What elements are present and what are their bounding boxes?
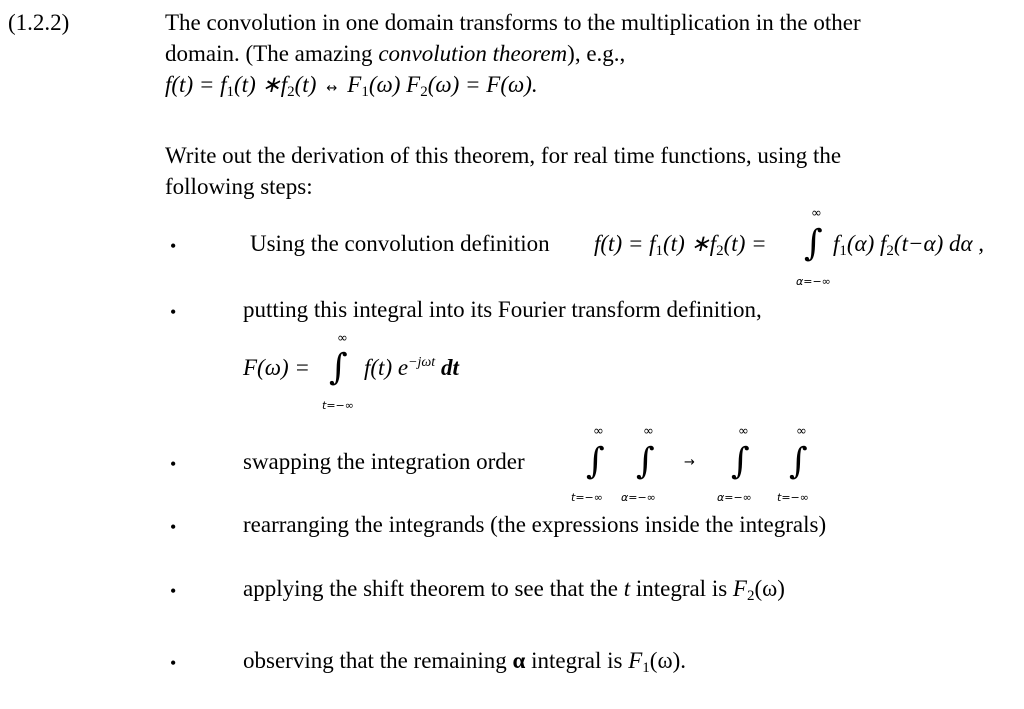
task-line-2: following steps: <box>165 174 313 199</box>
s1-ic: (t−α) dα , <box>893 231 985 256</box>
s6-F-arg: (ω). <box>649 648 687 673</box>
eq1-F2-arg: (ω) = F(ω). <box>427 72 538 97</box>
integral-icon: ∫ <box>329 347 348 388</box>
bullet-2: • <box>170 302 177 322</box>
s5-pre: applying the shift theorem to see that the <box>243 576 624 601</box>
s6-F-sub: 1 <box>642 660 650 676</box>
swap-int-4-upper: ∞ <box>796 424 807 439</box>
bullet-5: • <box>170 581 177 601</box>
eq1-lhs: f(t) = f <box>165 72 227 97</box>
step-2-int-upper: ∞ <box>337 331 348 346</box>
bullet-1: • <box>170 236 177 256</box>
s2-integrand: f(t) e <box>364 355 409 380</box>
eq1-sub-1: 1 <box>226 84 235 100</box>
eq1-star: (t) ∗f <box>234 72 288 97</box>
task-line-1: Write out the derivation of this theorem, for real time functions, using the <box>165 143 842 168</box>
s1-ia-sub: 1 <box>839 243 847 259</box>
fourier-integrand <box>364 353 459 383</box>
s1-mid: (t) ∗f <box>663 231 717 256</box>
s1-ib-sub: 2 <box>886 243 894 259</box>
s1-lhs: f(t) = f <box>594 231 656 256</box>
eq1-F1: F <box>347 72 362 97</box>
double-arrow-icon: ↔ <box>326 81 338 96</box>
eq1-sub-2: 2 <box>287 84 295 100</box>
bullet-3: • <box>170 454 177 474</box>
step-2-text: putting this integral into its Fourier transform definition, <box>243 297 762 322</box>
swap-int-1-lower: t=−∞ <box>571 491 603 504</box>
s2-dt: dt <box>435 355 459 380</box>
eq1-F1-arg: (ω) F <box>368 72 421 97</box>
s1-sub2: 2 <box>716 243 724 259</box>
swap-int-2-lower: α=−∞ <box>621 491 656 504</box>
swap-int-1-upper: ∞ <box>593 424 604 439</box>
s5-F-sub: 2 <box>746 588 755 604</box>
integral-icon: ∫ <box>804 223 823 264</box>
s6-post: integral is <box>525 648 629 673</box>
convolution-theorem-emphasis: convolution theorem <box>378 41 568 66</box>
section-number: (1.2.2) <box>8 10 70 35</box>
step-4-text: rearranging the integrands (the expressions inside the integrals) <box>243 512 827 537</box>
step-1-integrand <box>833 229 984 259</box>
intro-line-1: The convolution in one domain transforms to the multiplication in the other <box>165 10 861 35</box>
s6-alpha: α <box>512 648 526 673</box>
s5-F-arg: (ω) <box>754 576 785 601</box>
s1-ia: f <box>833 231 840 256</box>
swap-int-4-lower: t=−∞ <box>777 491 809 504</box>
eq1-F2-sub: 2 <box>420 84 428 100</box>
step-1-int-lower: α=−∞ <box>796 275 831 288</box>
s1-ib: (α) f <box>846 231 887 256</box>
step-1-int-upper: ∞ <box>811 206 822 221</box>
swap-int-3-lower: α=−∞ <box>717 491 752 504</box>
intro-line-2 <box>165 39 625 69</box>
s1-sub1: 1 <box>655 243 664 259</box>
s5-post: integral is <box>630 576 733 601</box>
step-6-text <box>243 646 686 676</box>
step-5-text <box>243 574 785 604</box>
s6-pre: observing that the remaining <box>243 648 513 673</box>
swap-int-3-upper: ∞ <box>738 424 749 439</box>
step-1-text: Using the convolution definition <box>250 231 550 256</box>
eq1-end: (t) <box>294 72 317 97</box>
s1-eq: (t) = <box>723 231 767 256</box>
step-1-convolution-lhs <box>594 229 767 259</box>
step-3-text: swapping the integration order <box>243 449 525 474</box>
intro-line-2-pre: domain. (The amazing <box>165 41 379 66</box>
bullet-6: • <box>170 653 177 673</box>
s6-F: F <box>628 648 643 673</box>
integral-icon: ∫ <box>731 441 750 482</box>
swap-int-2-upper: ∞ <box>643 424 654 439</box>
s5-F: F <box>732 576 747 601</box>
right-arrow-icon: → <box>684 455 695 470</box>
integral-icon: ∫ <box>586 441 605 482</box>
bullet-4: • <box>170 517 177 537</box>
eq1-F1-sub: 1 <box>361 84 369 100</box>
convolution-equation <box>165 70 538 104</box>
s5-var: t <box>623 576 631 601</box>
s2-exponent: −jωt <box>408 355 436 370</box>
fourier-lhs: F(ω) = <box>243 355 310 380</box>
integral-icon: ∫ <box>636 441 655 482</box>
step-2-int-lower: t=−∞ <box>322 399 354 412</box>
integral-icon: ∫ <box>789 441 808 482</box>
intro-line-2-post: ), e.g., <box>567 41 626 66</box>
